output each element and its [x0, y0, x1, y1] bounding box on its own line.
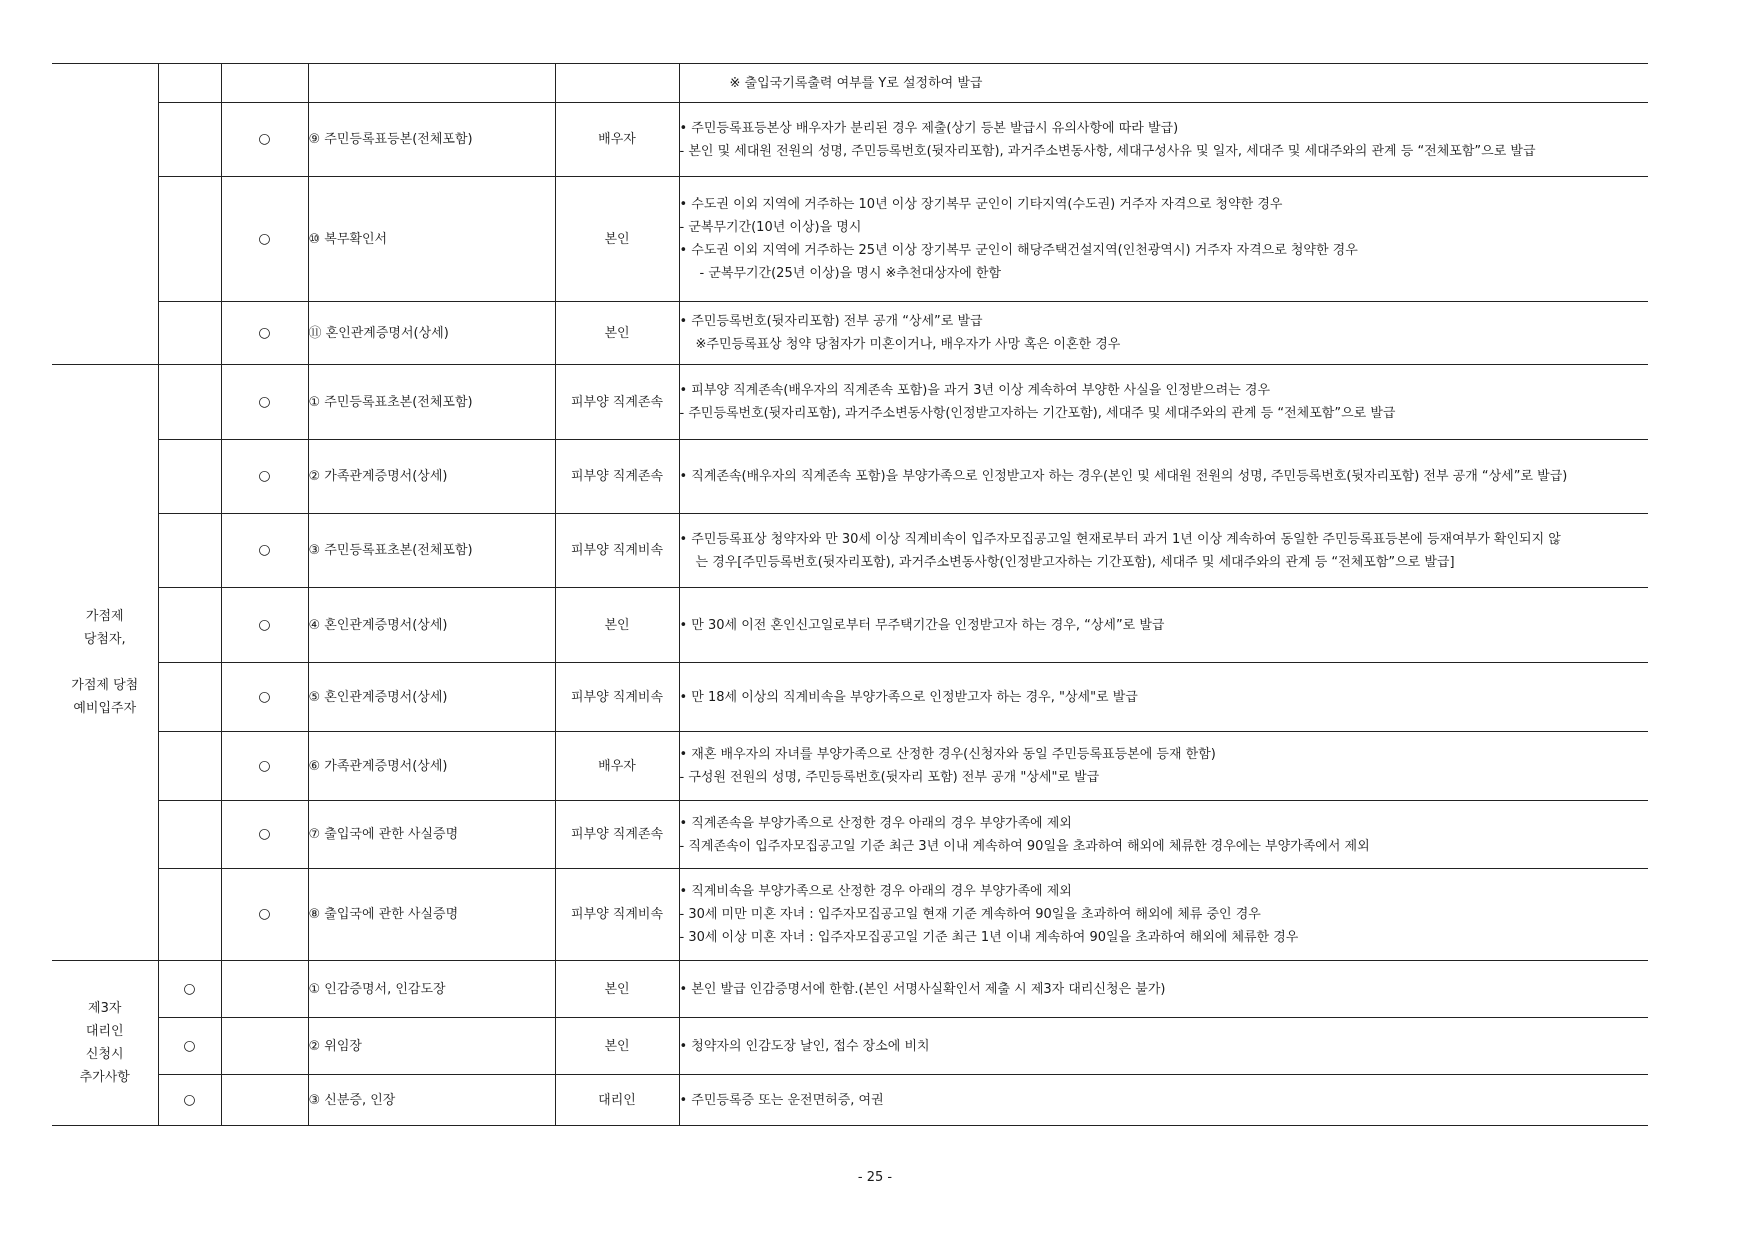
remark-line: • 주민등록표상 청약자와 만 30세 이상 직계비속이 입주자모집공고일 현재로부터 과거 1년 이상 계속하여 동일한 주민등록표등본에 등재여부가 확인되지 않: [679, 531, 1561, 547]
mark-col-a: [158, 177, 221, 302]
mark-col-b: ○: [221, 663, 308, 732]
table-row: [52, 365, 1648, 440]
category-label-line: 예비입주자: [73, 701, 137, 716]
mark-col-b: [221, 961, 308, 1018]
table-row: [52, 440, 1648, 514]
remark-line: ※주민등록표상 청약 당첨자가 미혼이거나, 배우자가 사망 혹은 이혼한 경우: [695, 337, 1121, 352]
remark-line: 는 경우[주민등록번호(뒷자리포함), 과거주소변동사항(인정받고자하는 기간포함), 세대주 및 세대주와의 관계 등 “전체포함”으로 발급]: [695, 554, 1455, 570]
applicant-target: 피부양 직계비속: [555, 663, 679, 732]
category-label-line: 대리인: [85, 1024, 124, 1039]
mark-col-a: [158, 869, 221, 961]
remark-line: • 직계존속(배우자의 직계존속 포함)을 부양가족으로 인정받고자 하는 경우(본인 및 세대원 전원의 성명, 주민등록번호(뒷자리포함) 전부 공개 “상세”로 발급): [679, 469, 1568, 484]
applicant-target: 피부양 직계비속: [555, 514, 679, 588]
remark-line: - 군복무기간(25년 이상)을 명시 ※추천대상자에 한함: [699, 266, 1002, 281]
table-row: [52, 103, 1648, 177]
document-name: ② 가족관계증명서(상세): [308, 440, 555, 514]
remark-line: • 만 18세 이상의 직계비속을 부양가족으로 인정받고자 하는 경우, "상세"로 발급: [679, 689, 1138, 705]
document-name: ⑩ 복무확인서: [308, 177, 555, 302]
remark-line: • 수도권 이외 지역에 거주하는 25년 이상 장기복무 군인이 해당주택건설지역(인천광역시) 거주자 자격으로 청약한 경우: [679, 243, 1358, 258]
mark-col-a: [158, 365, 221, 440]
table-row: [52, 1075, 1648, 1126]
mark-col-b: [221, 1018, 308, 1075]
remarks-cell: [679, 365, 1648, 440]
category-label-line: 가점제: [85, 609, 124, 624]
table-body: [52, 64, 1648, 1126]
remarks-cell: [679, 302, 1648, 365]
applicant-target: 피부양 직계존속: [555, 801, 679, 869]
table-row: [52, 869, 1648, 961]
document-name: ⑨ 주민등록표등본(전체포함): [308, 103, 555, 177]
mark-col-b: [221, 64, 308, 103]
category-label-line: 제3자: [88, 1001, 122, 1016]
mark-col-b: ○: [221, 440, 308, 514]
remarks-cell: [679, 177, 1648, 302]
table-row: [52, 961, 1648, 1018]
remarks-cell: [679, 869, 1648, 961]
mark-col-a: ○: [158, 1018, 221, 1075]
table-row: [52, 1018, 1648, 1075]
applicant-target: 본인: [555, 302, 679, 365]
remarks-cell: [679, 64, 1648, 103]
remarks-cell: [679, 732, 1648, 801]
remarks-cell: [679, 588, 1648, 663]
category-label-line: 가점제 당첨: [71, 678, 139, 693]
mark-col-b: ○: [221, 177, 308, 302]
mark-col-b: ○: [221, 588, 308, 663]
applicant-target: 본인: [555, 961, 679, 1018]
remarks-cell: [679, 961, 1648, 1018]
remark-line: • 주민등록번호(뒷자리포함) 전부 공개 “상세”로 발급: [679, 314, 983, 329]
table-row: [52, 732, 1648, 801]
remark-line: • 재혼 배우자의 자녀를 부양가족으로 산정한 경우(신청자와 동일 주민등록표등본에 등재 한함): [679, 747, 1216, 762]
document-name: [308, 64, 555, 103]
category-label-line: [52, 651, 158, 674]
mark-col-b: ○: [221, 801, 308, 869]
remarks-cell: [679, 801, 1648, 869]
category-label-line: 신청시: [85, 1047, 124, 1062]
remark-line: - 주민등록번호(뒷자리포함), 과거주소변동사항(인정받고자하는 기간포함), 세대주 및 세대주와의 관계 등 “전체포함”으로 발급: [679, 406, 1396, 421]
category-cell: [52, 64, 158, 365]
mark-col-b: ○: [221, 732, 308, 801]
applicant-target: 배우자: [555, 103, 679, 177]
mark-col-a: [158, 440, 221, 514]
mark-col-a: [158, 588, 221, 663]
document-name: ③ 신분증, 인장: [308, 1075, 555, 1126]
remarks-cell: [679, 1075, 1648, 1126]
remarks-cell: [679, 663, 1648, 732]
category-cell: [52, 365, 158, 961]
remark-line: • 수도권 이외 지역에 거주하는 10년 이상 장기복무 군인이 기타지역(수도권) 거주자 자격으로 청약한 경우: [679, 197, 1283, 212]
remark-line: • 피부양 직계존속(배우자의 직계존속 포함)을 과거 3년 이상 계속하여 부양한 사실을 인정받으려는 경우: [679, 383, 1271, 398]
mark-col-a: [158, 103, 221, 177]
mark-col-a: ○: [158, 1075, 221, 1126]
document-name: ③ 주민등록표초본(전체포함): [308, 514, 555, 588]
remark-line: - 30세 미만 미혼 자녀 : 입주자모집공고일 현재 기준 계속하여 90일을 초과하여 해외에 체류 중인 경우: [679, 907, 1261, 922]
mark-col-b: ○: [221, 869, 308, 961]
document-table: [52, 63, 1648, 1126]
applicant-target: 피부양 직계존속: [555, 440, 679, 514]
mark-col-a: [158, 64, 221, 103]
remark-line: • 만 30세 이전 혼인신고일로부터 무주택기간을 인정받고자 하는 경우, “상세”로 발급: [679, 617, 1165, 633]
remark-line: - 직계존속이 입주자모집공고일 기준 최근 3년 이내 계속하여 90일을 초과하여 해외에 체류한 경우에는 부양가족에서 제외: [679, 838, 1370, 854]
table-row: [52, 663, 1648, 732]
table-row: [52, 514, 1648, 588]
applicant-target: [555, 64, 679, 103]
document-name: ② 위임장: [308, 1018, 555, 1075]
table-row: [52, 588, 1648, 663]
mark-col-b: ○: [221, 302, 308, 365]
remarks-cell: [679, 440, 1648, 514]
mark-col-b: ○: [221, 103, 308, 177]
applicant-target: 본인: [555, 588, 679, 663]
document-name: ⑧ 출입국에 관한 사실증명: [308, 869, 555, 961]
mark-col-a: ○: [158, 961, 221, 1018]
applicant-target: 피부양 직계존속: [555, 365, 679, 440]
document-name: ⑥ 가족관계증명서(상세): [308, 732, 555, 801]
mark-col-a: [158, 514, 221, 588]
remarks-cell: [679, 103, 1648, 177]
mark-col-a: [158, 302, 221, 365]
remark-line: - 본인 및 세대원 전원의 성명, 주민등록번호(뒷자리포함), 과거주소변동사항, 세대구성사유 및 일자, 세대주 및 세대주와의 관계 등 “전체포함”으로 발급: [679, 143, 1536, 159]
applicant-target: 피부양 직계비속: [555, 869, 679, 961]
remark-line: • 주민등록표등본상 배우자가 분리된 경우 제출(상기 등본 발급시 유의사항에 따라 발급): [679, 120, 1179, 136]
remark-line: ※ 출입국기록출력 여부를 Y로 설정하여 발급: [729, 75, 983, 91]
remark-line: - 구성원 전원의 성명, 주민등록번호(뒷자리 포함) 전부 공개 "상세"로 발급: [679, 770, 1100, 785]
document-name: ⑤ 혼인관계증명서(상세): [308, 663, 555, 732]
document-name: ① 인감증명서, 인감도장: [308, 961, 555, 1018]
document-name: ⑪ 혼인관계증명서(상세): [308, 302, 555, 365]
remark-line: • 직계존속을 부양가족으로 산정한 경우 아래의 경우 부양가족에 제외: [679, 815, 1072, 831]
remark-line: • 청약자의 인감도장 날인, 접수 장소에 비치: [679, 1038, 930, 1054]
applicant-target: 대리인: [555, 1075, 679, 1126]
applicant-target: 배우자: [555, 732, 679, 801]
mark-col-a: [158, 663, 221, 732]
mark-col-a: [158, 801, 221, 869]
mark-col-b: [221, 1075, 308, 1126]
remark-line: - 30세 이상 미혼 자녀 : 입주자모집공고일 기준 최근 1년 이내 계속하여 90일을 초과하여 해외에 체류한 경우: [679, 930, 1299, 945]
table-row: [52, 801, 1648, 869]
page-number: - 25 -: [857, 1170, 893, 1185]
table-row: [52, 64, 1648, 103]
remarks-cell: [679, 514, 1648, 588]
document-name: ④ 혼인관계증명서(상세): [308, 588, 555, 663]
remark-line: - 군복무기간(10년 이상)을 명시: [679, 220, 862, 235]
category-label-line: 추가사항: [79, 1070, 130, 1085]
remarks-cell: [679, 1018, 1648, 1075]
category-label-line: 당첨자,: [83, 632, 126, 647]
category-cell: [52, 961, 158, 1126]
applicant-target: 본인: [555, 1018, 679, 1075]
applicant-target: 본인: [555, 177, 679, 302]
table-row: [52, 302, 1648, 365]
document-name: ⑦ 출입국에 관한 사실증명: [308, 801, 555, 869]
remark-line: • 직계비속을 부양가족으로 산정한 경우 아래의 경우 부양가족에 제외: [679, 884, 1072, 899]
remark-line: • 주민등록증 또는 운전면허증, 여권: [679, 1092, 884, 1108]
mark-col-b: ○: [221, 514, 308, 588]
table-row: [52, 177, 1648, 302]
mark-col-b: ○: [221, 365, 308, 440]
remark-line: • 본인 발급 인감증명서에 한함.(본인 서명사실확인서 제출 시 제3자 대리신청은 불가): [679, 981, 1166, 997]
mark-col-a: [158, 732, 221, 801]
document-name: ① 주민등록표초본(전체포함): [308, 365, 555, 440]
